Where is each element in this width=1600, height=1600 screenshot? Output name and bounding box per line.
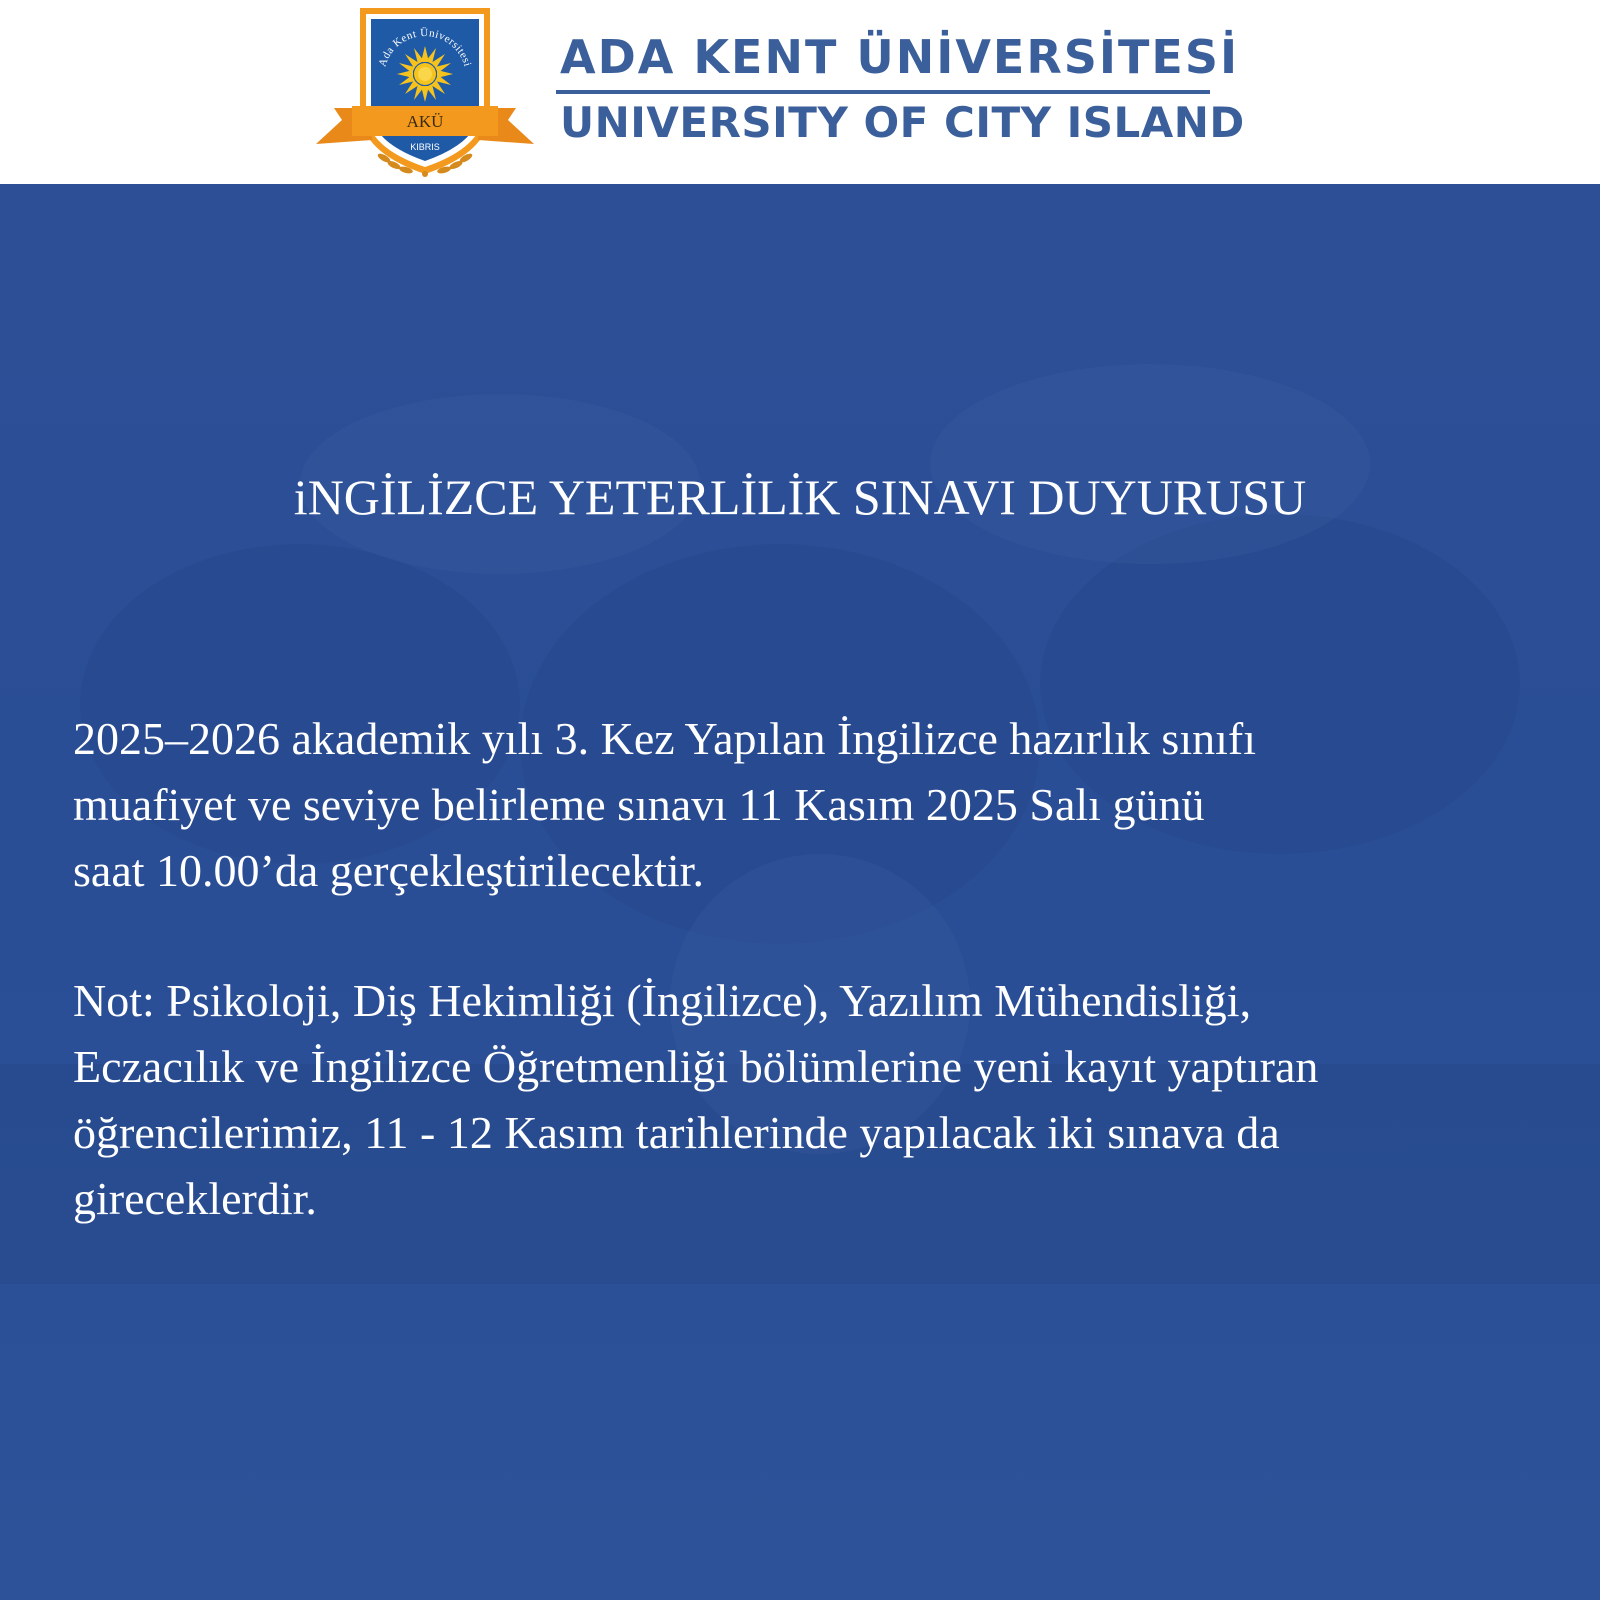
paragraph-1-line: muafiyet ve seviye belirleme sınavı 11 Kasım 2025 Salı günü (73, 779, 1205, 830)
announcement-title: iNGİLİZCE YETERLİLİK SINAVI DUYURUSU (293, 469, 1307, 525)
logo-arc-text: Ada Kent Üniversitesi (376, 26, 474, 69)
paragraph-1-line: saat 10.00’da gerçekleştirilecektir. (73, 845, 704, 896)
header-divider (556, 90, 1210, 94)
note-line: Eczacılık ve İngilizce Öğretmenliği bölümlerine yeni kayıt yaptıran (73, 1041, 1319, 1092)
sun-icon (397, 46, 453, 102)
paragraph-1-line: 2025–2026 akademik yılı 3. Kez Yapılan İngilizce hazırlık sınıfı (73, 713, 1256, 764)
note-line: Not: Psikoloji, Diş Hekimliği (İngilizce), Yazılım Mühendisliği, (73, 975, 1252, 1026)
logo-place-text: KIBRIS (410, 142, 440, 152)
university-logo (312, 2, 538, 182)
university-name-turkish: ADA KENT ÜNİVERSİTESİ (560, 30, 1240, 84)
logo-ribbon-text: AKÜ (406, 112, 444, 131)
note-line: öğrencilerimiz, 11 - 12 Kasım tarihlerinde yapılacak iki sınava da (73, 1107, 1280, 1158)
university-name-english: UNIVERSITY OF CITY ISLAND (560, 98, 1245, 147)
announcement-panel (0, 184, 1600, 1600)
header-bar (0, 0, 1600, 184)
note-line: gireceklerdir. (73, 1173, 317, 1224)
announcement-paragraph-1 (73, 706, 1573, 904)
announcement-note (73, 968, 1573, 1232)
